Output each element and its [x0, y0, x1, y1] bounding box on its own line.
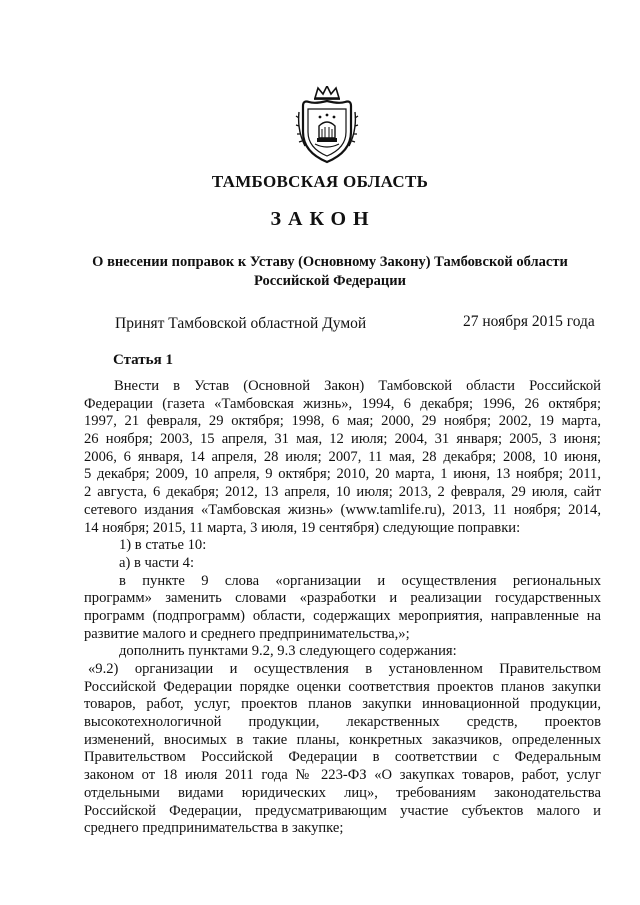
body-line: Российской Федерации порядке оценки соответствия проектов планов закупки [84, 678, 601, 695]
adoption-date: 27 ноября 2015 года [463, 313, 595, 330]
body-line: в пункте 9 слова «организации и осуществления региональных [119, 572, 601, 589]
body-line: «9.2) организации и осуществления в установленном Правительством [88, 661, 601, 677]
article-body [84, 378, 601, 838]
coat-of-arms-icon [295, 86, 359, 164]
body-line: а) в части 4: [119, 554, 195, 571]
adopted-by: Принят Тамбовской областной Думой [115, 315, 367, 332]
body-line: изменений, вносимых в такие планы, конкретных заказчиков, определенных [84, 731, 601, 748]
law-title: ЗАКОН [270, 208, 376, 230]
body-line: 1) в статье 10: [119, 537, 207, 554]
body-line: Внести в Устав (Основной Закон) Тамбовской области Российской [114, 378, 601, 394]
body-line: развитие малого и среднего предпринимательства,»; [84, 625, 410, 642]
body-line: Российской Федерации, предусматривающим участие субъектов малого и [84, 802, 601, 819]
body-line: Правительством Российской Федерации в соответствии с Федеральным [84, 749, 601, 766]
body-line: 5 декабря; 2009, 10 апреля, 9 октября; 2010, 20 марта, 1 июня, 13 ноября; 2011, [84, 466, 601, 483]
body-line: программ (подпрограмм) области, содержащих мероприятия, направленные на [84, 607, 601, 624]
body-line: 1997, 21 февраля, 29 октября; 1998, 6 мая; 2000, 29 ноября; 2002, 19 марта, [84, 413, 601, 430]
body-line: законом от 18 июля 2011 года № 223-ФЗ «О закупках товаров, работ, услуг [84, 767, 601, 784]
body-line: 26 ноября; 2003, 15 апреля, 31 мая, 12 июля; 2004, 31 января; 2005, 3 июня; [84, 431, 601, 448]
body-line: 14 ноября; 2015, 11 марта, 3 июля, 19 сентября) следующие поправки: [84, 519, 521, 536]
article-heading: Статья 1 [113, 352, 173, 368]
body-line: программ» заменить словами «разработки и реализации государственных [84, 590, 601, 607]
body-line: отдельными видами юридических лиц», требованиям законодательства [84, 784, 601, 801]
body-line: Федерации (газета «Тамбовская жизнь», 1994, 6 декабря; 1996, 26 октября; [84, 395, 601, 412]
region-name: ТАМБОВСКАЯ ОБЛАСТЬ [211, 172, 429, 191]
law-subject [70, 253, 590, 291]
body-line: среднего предпринимательства в закупке; [84, 820, 344, 837]
law-subject-line: О внесении поправок к Уставу (Основному Закону) Тамбовской области [92, 254, 568, 270]
body-line: дополнить пунктами 9.2, 9.3 следующего содержания: [119, 643, 457, 660]
body-line: 2 августа, 6 декабря; 2012, 13 апреля, 10 июля; 2013, 2 февраля, 29 июля, сайт [84, 484, 601, 501]
body-line: сетевого издания «Тамбовская жизнь» (www.tamlife.ru), 2013, 11 ноября; 2014, [84, 501, 601, 518]
body-line: 2006, 6 января, 14 апреля, 28 июля; 2007, 11 мая, 28 декабря; 2008, 10 июня, [84, 448, 601, 465]
body-line: высокотехнологичной продукции, лекарственных средств, проектов [84, 714, 601, 731]
body-line: товаров, работ, услуг, проектов планов закупки инновационной продукции, [84, 696, 601, 713]
law-subject-line: Российской Федерации [253, 273, 406, 289]
